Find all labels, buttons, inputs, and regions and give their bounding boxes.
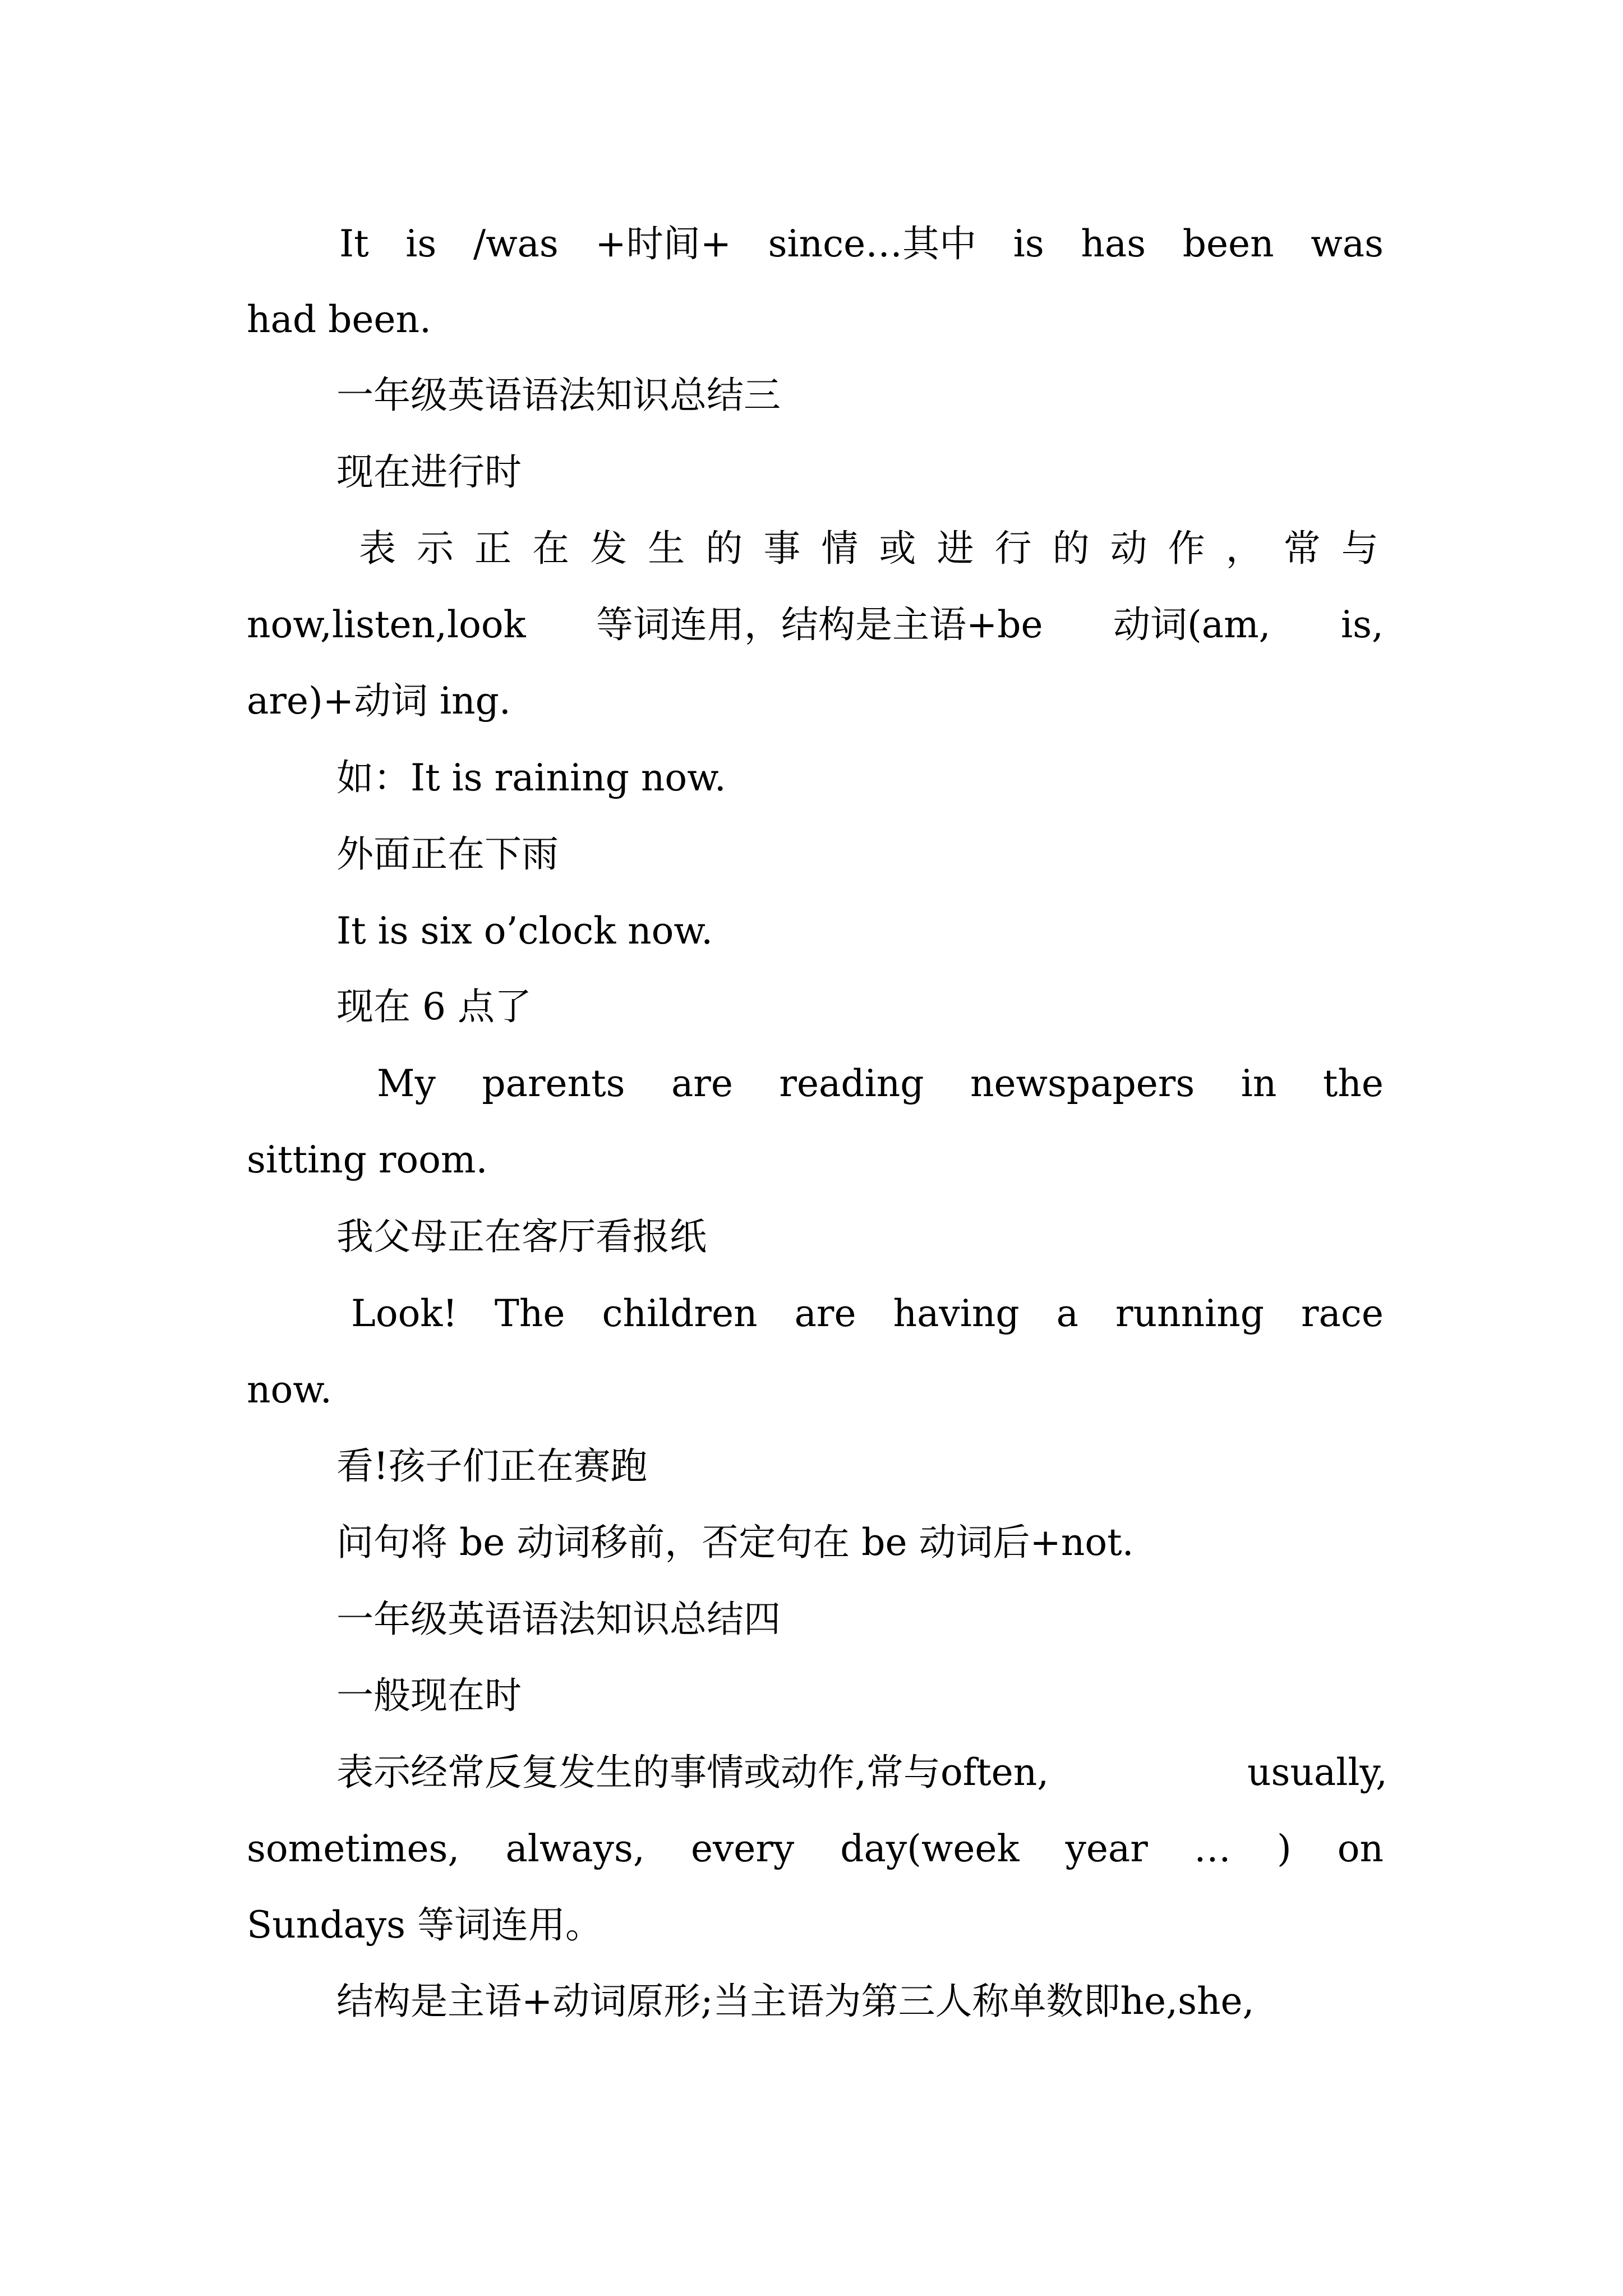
word: 或	[879, 527, 916, 570]
word: year	[1065, 1827, 1148, 1870]
word: usually,	[1247, 1751, 1387, 1794]
heading-part-four: 一年级英语语法知识总结四	[336, 1598, 781, 1641]
line-16: now.	[247, 1368, 332, 1411]
word: 发	[590, 527, 628, 570]
word: Look!	[351, 1292, 458, 1335]
heading-simple-present: 一般现在时	[336, 1674, 522, 1717]
line-8: 如：It is raining now.	[336, 756, 726, 799]
line-5	[359, 521, 1378, 577]
line-7: are)+动词 ing.	[247, 679, 511, 723]
line-18: 问句将 be 动词移前，否定句在 be 动词后+not.	[336, 1521, 1134, 1564]
word: having	[893, 1292, 1020, 1335]
word: since…其中	[768, 222, 977, 265]
word: has	[1081, 222, 1146, 265]
word: 行	[994, 527, 1032, 570]
word: 表示经常反复发生的事情或动作,常与often,	[336, 1751, 1049, 1794]
word: 生	[648, 527, 685, 570]
word: 在	[532, 527, 570, 570]
word: sometimes,	[247, 1827, 460, 1870]
line-10: It is six o’clock now.	[336, 909, 713, 953]
word: children	[602, 1292, 758, 1335]
word: 事	[763, 527, 801, 570]
word: 动	[1110, 527, 1147, 570]
word: It	[339, 222, 369, 265]
word: parents	[482, 1062, 625, 1105]
word: always,	[505, 1827, 645, 1870]
word: are	[794, 1292, 856, 1335]
heading-part-three: 一年级英语语法知识总结三	[336, 374, 781, 417]
word: every	[690, 1827, 795, 1870]
word: newspapers	[970, 1062, 1195, 1105]
line-1	[339, 216, 1384, 272]
line-13: sitting room.	[247, 1138, 488, 1181]
word: day(week	[840, 1827, 1020, 1870]
line-22	[247, 1821, 1384, 1877]
word: 动词(am,	[1113, 603, 1271, 646]
word: reading	[779, 1062, 924, 1105]
word: +时间+	[595, 222, 732, 265]
word: been	[1182, 222, 1274, 265]
line-15	[351, 1286, 1384, 1342]
word: The	[494, 1292, 565, 1335]
word: running	[1115, 1292, 1264, 1335]
word: 常	[1283, 527, 1321, 570]
word: is	[405, 222, 437, 265]
word: 与	[1341, 527, 1378, 570]
word: 进	[937, 527, 974, 570]
word: My	[377, 1062, 436, 1105]
word: race	[1301, 1292, 1384, 1335]
word: 的	[1052, 527, 1090, 570]
word: 表	[359, 527, 396, 570]
word: is	[1013, 222, 1044, 265]
word: are	[671, 1062, 733, 1105]
word: 等词连用，结构是主语+be	[596, 603, 1043, 646]
word: ，	[1225, 527, 1263, 570]
line-17: 看!孩子们正在赛跑	[336, 1444, 648, 1488]
line-21	[336, 1745, 1387, 1801]
line-12	[377, 1056, 1384, 1112]
word: 情	[821, 527, 859, 570]
heading-present-continuous: 现在进行时	[336, 450, 522, 494]
line-6	[247, 597, 1384, 653]
word: a	[1056, 1292, 1078, 1335]
line-14: 我父母正在客厅看报纸	[336, 1215, 707, 1258]
word: in	[1241, 1062, 1277, 1105]
word: 正	[474, 527, 512, 570]
word: on	[1337, 1827, 1384, 1870]
word: 的	[706, 527, 743, 570]
word: /was	[473, 222, 559, 265]
word: was	[1311, 222, 1384, 265]
word: …	[1193, 1827, 1231, 1870]
word: the	[1322, 1062, 1384, 1105]
word: 示	[417, 527, 454, 570]
line-2: had been.	[247, 298, 431, 341]
word: is,	[1341, 603, 1384, 646]
line-11: 现在 6 点了	[336, 985, 532, 1028]
line-24: 结构是主语+动词原形;当主语为第三人称单数即he,she,	[336, 1980, 1255, 2023]
word: now,listen,look	[247, 603, 526, 646]
line-23: Sundays 等词连用。	[247, 1903, 602, 1947]
line-9: 外面正在下雨	[336, 832, 559, 876]
word: )	[1276, 1827, 1292, 1870]
word: 作	[1168, 527, 1205, 570]
